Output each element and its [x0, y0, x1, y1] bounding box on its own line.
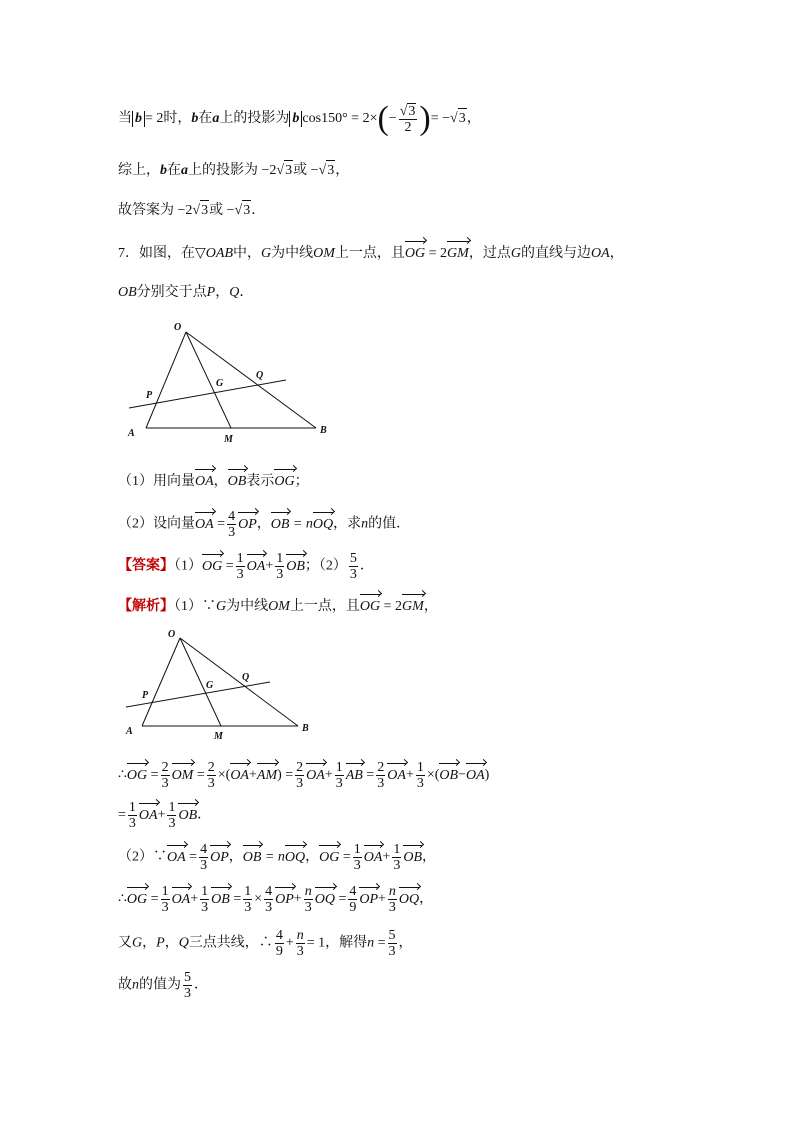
vector: OA [306, 766, 325, 786]
text: = 2 [383, 599, 403, 614]
text: = [217, 516, 226, 532]
side-OB [186, 332, 316, 428]
vector: OP [359, 890, 378, 910]
label-M: M [214, 731, 223, 742]
vector: OB [228, 472, 247, 492]
vector: OP [275, 890, 294, 910]
label-Q: Q [242, 672, 250, 683]
text: = n [292, 516, 313, 532]
label-B: B [302, 723, 309, 734]
text: （1）用向量 [118, 474, 195, 489]
text: （1）∵ [174, 599, 216, 614]
math: G [216, 599, 227, 614]
paren: ) [419, 100, 431, 137]
vector: OG [274, 472, 294, 492]
vector: OA [364, 848, 383, 868]
vector: OA [466, 766, 485, 786]
text: 为中线 [226, 599, 269, 614]
triangle-figure-2 [120, 626, 320, 742]
text: ； [294, 474, 309, 489]
triangle-figure-1 [120, 318, 340, 448]
vector-symbol: a [212, 111, 220, 127]
vector: OQ [285, 848, 305, 868]
text: ， [423, 599, 438, 614]
text: 当 [118, 111, 132, 127]
math: OM [268, 599, 290, 614]
text: + [265, 558, 274, 574]
paren: ( [377, 100, 389, 137]
question-7-line-1 [118, 244, 624, 264]
vector: OM [172, 766, 194, 786]
text: ，过点 [468, 246, 511, 261]
fraction: $\frac{2}{3}$ [161, 760, 169, 791]
text: ，求 [333, 516, 362, 532]
vector: OP [238, 515, 257, 535]
math: OB [118, 285, 137, 300]
fraction: $\frac{1}{3}$ [416, 760, 424, 791]
text: 的直线与边 [520, 246, 591, 261]
side-OA [146, 332, 186, 428]
text: ， [609, 246, 624, 261]
text: 综上， [118, 163, 160, 178]
sqrt: 3 [326, 160, 335, 181]
text: 上的投影为 −2 [188, 163, 277, 178]
median-OM [180, 638, 221, 726]
text: 的值． [368, 516, 411, 532]
fraction: $\frac{1}{3}$ [244, 884, 252, 915]
fraction: $\frac{2}{3}$ [377, 760, 385, 791]
label-G: G [206, 680, 214, 691]
text: = − [430, 111, 451, 127]
solution-line [118, 597, 438, 617]
vector: OQ [313, 515, 333, 535]
math: G [510, 246, 521, 261]
vector: OG [202, 557, 222, 577]
vector: OA [195, 515, 214, 535]
solution-step-6: 故n的值为 $\frac{5}{3}$ ． [118, 970, 208, 1001]
fraction: $\frac{2}{3}$ [296, 760, 304, 791]
abs-value [132, 111, 145, 127]
abs-value [289, 111, 302, 127]
sqrt: 3 [242, 200, 251, 221]
sqrt: 3 [408, 104, 416, 119]
line-PQ [129, 380, 286, 408]
sub-question-1 [118, 472, 309, 492]
fraction: $\frac{1}{3}$ [168, 800, 176, 831]
solution-step-3: （2）∵OA = $\frac{4}{3}$ OP，OB = nOQ，OG = $\frac{1}{3}$ OA+ $\frac{1}{3}$ OB， [118, 842, 436, 873]
text: ， [256, 516, 271, 532]
math: n [361, 516, 369, 532]
vector: OG [360, 597, 380, 617]
text: 故答案为 −2 [118, 203, 193, 218]
text: 表示 [246, 474, 275, 489]
vector: OB [271, 515, 290, 535]
denominator: 2 [404, 120, 412, 135]
text: （2）设向量 [118, 516, 195, 532]
math: P [206, 285, 216, 300]
text: = [225, 558, 234, 574]
vector: OQ [399, 890, 419, 910]
text: ， [335, 163, 350, 178]
label-A: A [128, 428, 135, 439]
vector: OB [211, 890, 230, 910]
fraction: $\frac{1}{3}$ [335, 760, 343, 791]
text: ， [215, 285, 230, 300]
text: ， [466, 111, 481, 127]
fraction: $\frac{1}{3}$ [128, 800, 136, 831]
math: G [261, 246, 272, 261]
vector: OG [405, 244, 425, 264]
fraction: $\frac{√3}{2}$ [399, 104, 416, 135]
fraction: $\frac{n}{3}$ [388, 884, 396, 915]
label-O: O [168, 629, 176, 640]
fraction: $\frac{1}{3}$ [201, 884, 209, 915]
vector: OA [167, 848, 186, 868]
sub-question-2 [118, 509, 410, 540]
fraction: $\frac{4}{9}$ [349, 884, 357, 915]
vector-symbol: b [160, 163, 167, 178]
vector: GM [402, 597, 424, 617]
fraction: $\frac{4}{9}$ [275, 928, 283, 959]
label-P: P [146, 390, 153, 401]
text: 分别交于点 [136, 285, 207, 300]
label-G: G [216, 378, 224, 389]
vector: GM [447, 244, 469, 264]
text-line-3: 故答案为 −2√3或 −√3． [118, 200, 265, 221]
text: ；（2） [304, 558, 347, 574]
text-line-1: 当 b = 2时，b在a上的投影为 b cos150° = 2×(− $\frac{√3}{2}$ )= −√3， [118, 100, 481, 137]
text: 为中线 [271, 246, 314, 261]
fraction: $\frac{n}{3}$ [304, 884, 312, 915]
median-OM [186, 332, 231, 428]
label-Q: Q [256, 370, 264, 381]
vector-symbol: a [181, 163, 188, 178]
sqrt: 3 [200, 200, 209, 221]
vector: OA [387, 766, 406, 786]
text-line-2: 综上，b在a上的投影为 −2√3或 −√3， [118, 160, 349, 181]
text: 上一点，且 [334, 246, 405, 261]
fraction: $\frac{5}{3}$ [349, 551, 357, 582]
fraction: $\frac{1}{3}$ [393, 842, 401, 873]
vector: OB [286, 557, 305, 577]
label-O: O [174, 322, 182, 333]
text: 上的投影为 [219, 111, 290, 127]
vector: OA [139, 806, 158, 826]
text: 或 − [209, 203, 235, 218]
fraction: $\frac{4}{3}$ [265, 884, 273, 915]
text: = 2 [428, 246, 448, 261]
text: ． [251, 203, 266, 218]
fraction: $\frac{4}{3}$ [200, 842, 208, 873]
vector-symbol: b [191, 111, 199, 127]
vector: OB [178, 806, 197, 826]
vector: OG [127, 766, 147, 786]
answer-tag: 【答案】 [118, 558, 174, 574]
vector: OB [439, 766, 458, 786]
vector: OA [172, 890, 191, 910]
math: OA [590, 246, 610, 261]
sqrt: 3 [458, 108, 467, 129]
side-OB [180, 638, 298, 726]
solution-tag: 【解析】 [118, 599, 174, 614]
text: 上一点，且 [289, 599, 360, 614]
math: OM [313, 246, 335, 261]
fraction: $\frac{2}{3}$ [207, 760, 215, 791]
label-A: A [126, 726, 133, 737]
text: 7．如图，在▽ [118, 246, 206, 261]
vector-symbol: b [292, 111, 300, 127]
vector: AB [346, 766, 363, 786]
fraction: $\frac{1}{3}$ [353, 842, 361, 873]
fraction: $\frac{1}{3}$ [161, 884, 169, 915]
vector: OA [230, 766, 249, 786]
side-OA [142, 638, 180, 726]
fraction: $\frac{1}{3}$ [276, 551, 284, 582]
question-7-line-2 [118, 283, 253, 303]
label-M: M [224, 434, 233, 445]
label-B: B [320, 425, 327, 436]
text: （1） [174, 558, 202, 574]
solution-step-4: ∴OG = $\frac{1}{3}$ OA+ $\frac{1}{3}$ OB = $\frac{1}{3}$ × $\frac{4}{3}$ OP+ $\frac{n}{3}$ OQ = $\frac{4}{9}$ OP+ $\frac{n}{3}$ OQ， [118, 884, 434, 915]
math: Q [229, 285, 240, 300]
vector-symbol: b [135, 111, 142, 127]
solution-step-5: 又G，P，Q三点共线，∴ $\frac{4}{9}$ + $\frac{n}{3}$ = 1，解得n = $\frac{5}{3}$ ， [118, 928, 413, 959]
text: ． [359, 558, 374, 574]
text: 在 [198, 111, 213, 127]
vector: OA [247, 557, 266, 577]
vector: AM [257, 766, 277, 786]
vector: OG [319, 848, 339, 868]
solution-step-2: = $\frac{1}{3}$ OA+ $\frac{1}{3}$ OB． [118, 800, 212, 831]
vector: OA [195, 472, 214, 492]
vector: OP [210, 848, 229, 868]
text: 或 − [293, 163, 319, 178]
solution-step-1: ∴OG = $\frac{2}{3}$ OM = $\frac{2}{3}$ ×(OA+AM) = $\frac{2}{3}$ OA+ $\frac{1}{3}$ AB = $\frac{2}{3}$ OA+ $\frac{1}{3}$ ×(OB−OA) [118, 760, 490, 791]
text: = 2时， [145, 111, 192, 127]
text: ， [213, 474, 228, 489]
vector: OB [403, 848, 422, 868]
vector: OG [127, 890, 147, 910]
label-P: P [142, 690, 149, 701]
math: OAB [205, 246, 233, 261]
vector: OB [243, 848, 262, 868]
text: 在 [167, 163, 181, 178]
fraction: $\frac{5}{3}$ [184, 970, 191, 1001]
vector: OQ [315, 890, 335, 910]
text: ． [239, 285, 254, 300]
answer-line [118, 551, 374, 582]
text: 中， [233, 246, 261, 261]
fraction: $\frac{4}{3}$ [228, 509, 236, 540]
text: cos150° = 2× [302, 111, 378, 127]
fraction: $\frac{1}{3}$ [236, 551, 244, 582]
sqrt: 3 [284, 160, 293, 181]
fraction: $\frac{5}{3}$ [388, 928, 396, 959]
fraction: $\frac{n}{3}$ [296, 928, 304, 959]
